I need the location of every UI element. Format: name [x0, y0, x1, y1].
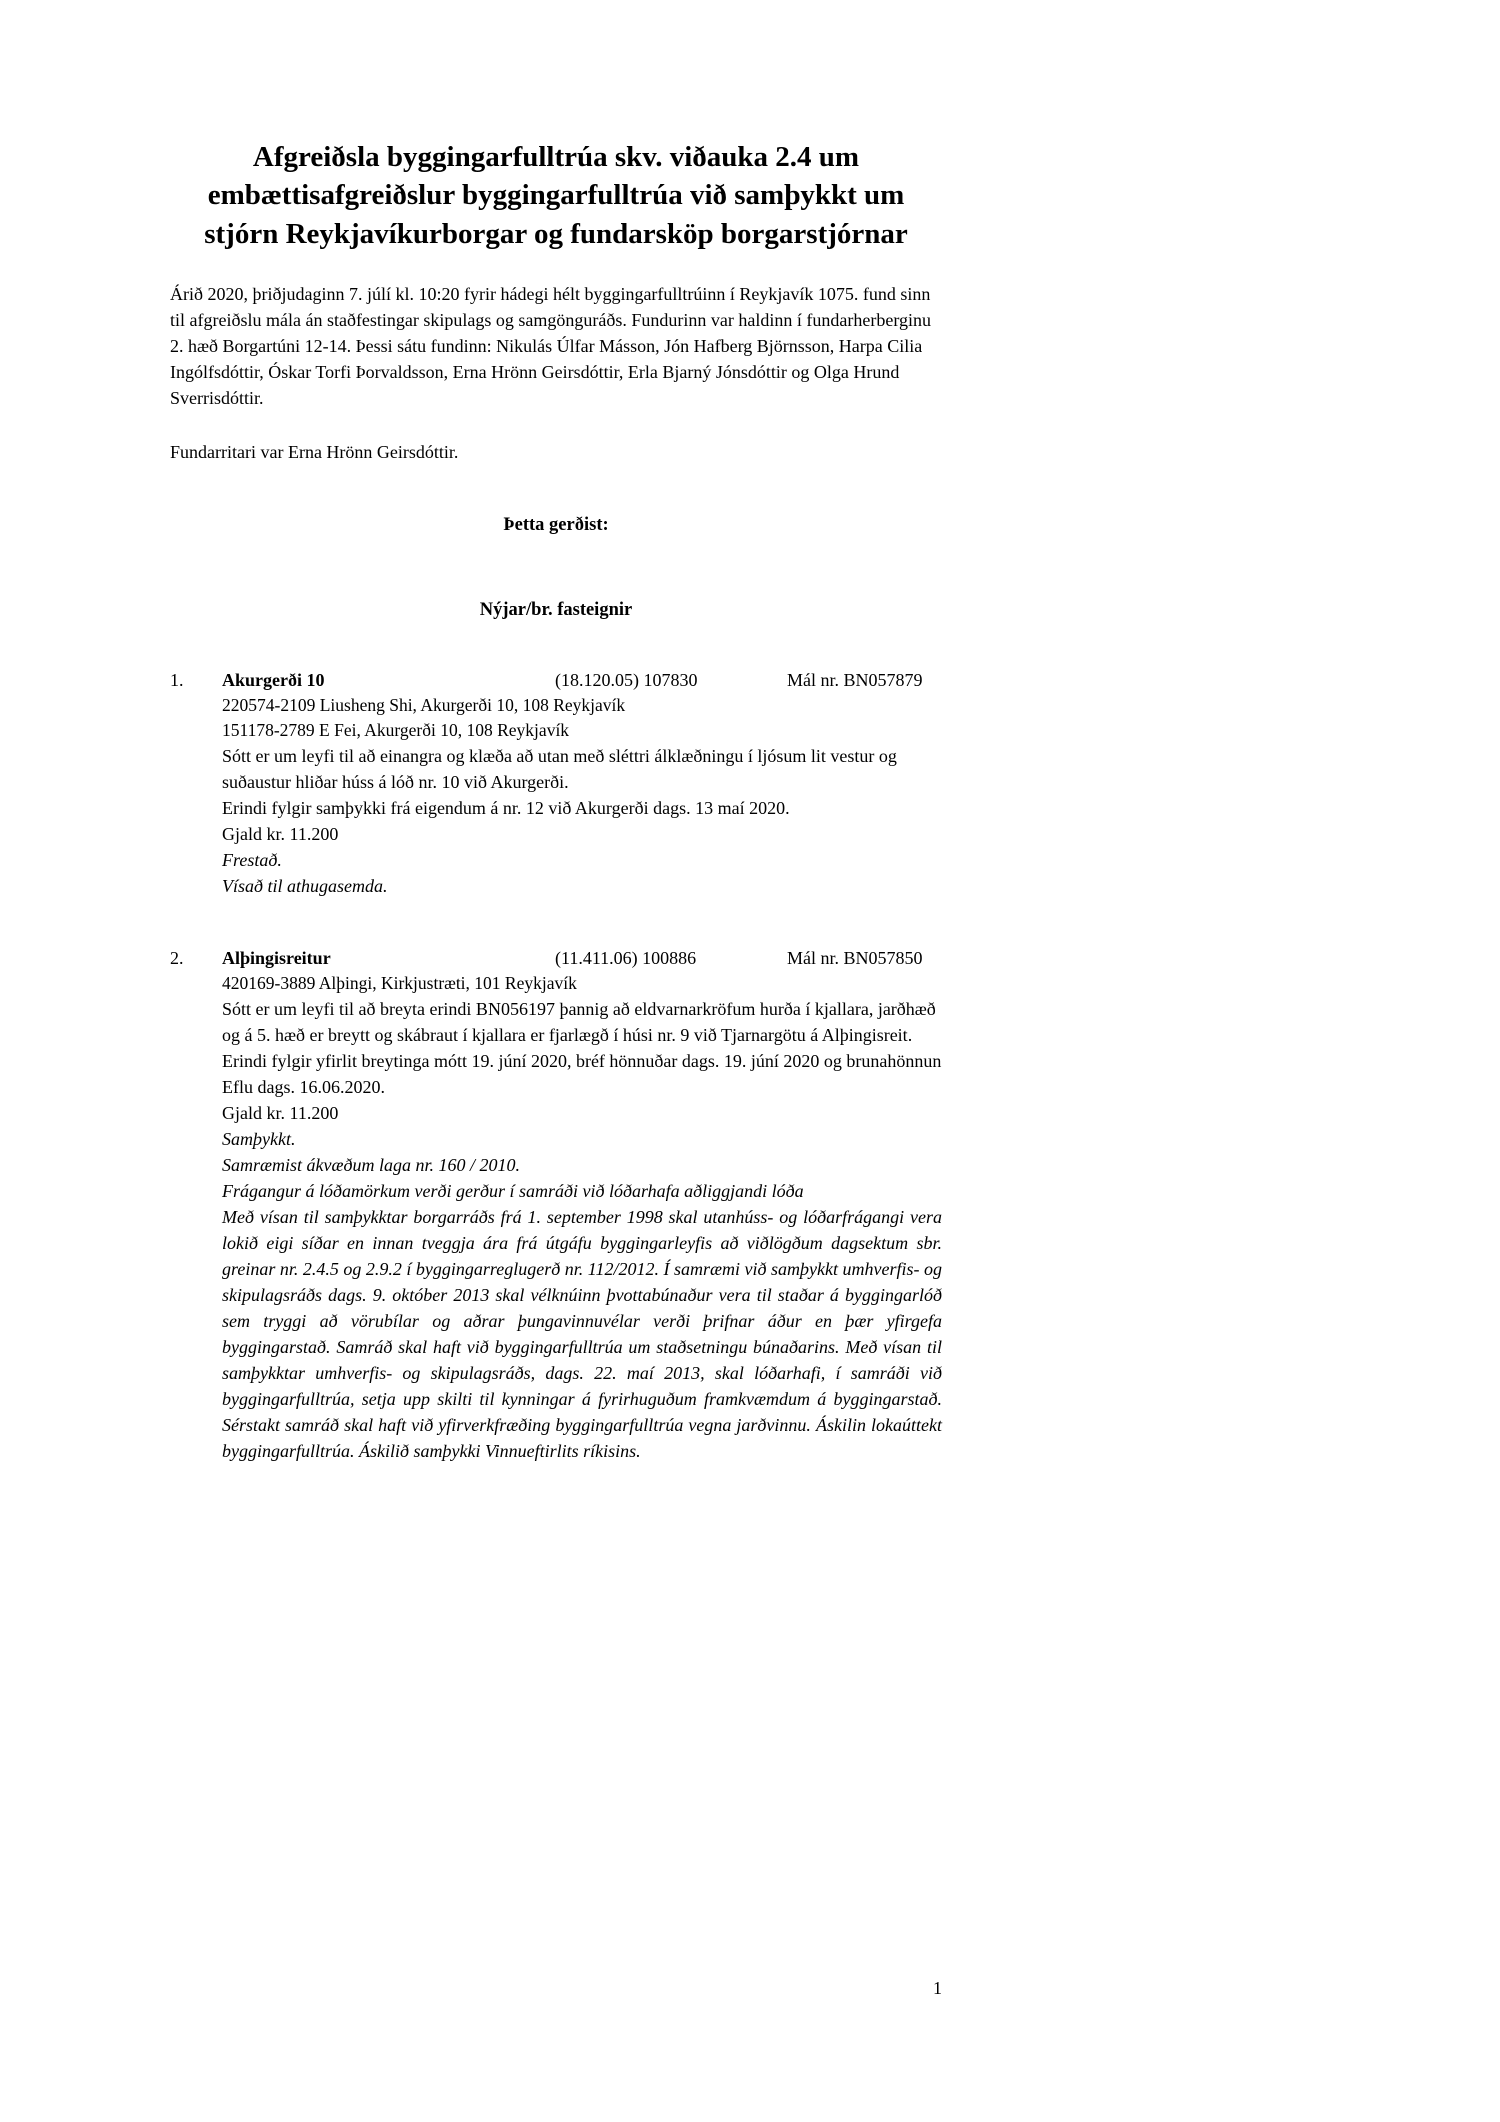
title-line: stjórn Reykjavíkurborgar og fundarsköp borgarstjórnar [204, 217, 908, 250]
case-reference: (18.120.05) 107830 [555, 669, 698, 690]
case-body-line: Sótt er um leyfi til að breyta erindi BN056197 þannig að eldvarnarkröfum hurða í kjallara, jarðhæð og á 5. hæð er breytt og skábraut í kjallara er fjarlægð í húsi nr. 9 við Tjarnargötu á Alþingisreit. [222, 998, 936, 1045]
case-number: 1. [170, 669, 184, 690]
title-line: embættisafgreiðslur byggingarfulltrúa við samþykkt um [207, 179, 905, 212]
document-content [170, 138, 942, 1464]
case-decision-line: Vísað til athugasemda. [222, 875, 388, 896]
recorder-line: Fundarritari var Erna Hrönn Geirsdóttir. [170, 441, 459, 462]
intro-paragraph: Árið 2020, þriðjudaginn 7. júlí kl. 10:20 fyrir hádegi hélt byggingarfulltrúinn í Reykjavík 1075. fund sinn til afgreiðslu mála án staðfestingar skipulags og samgönguráðs. Fundurinn var haldinn í fundarherberginu 2. hæð Borgartúni 12-14. Þessi sátu fundinn: Nikulás Úlfar Másson, Jón Hafberg Björnsson, Harpa Cilia Ingólfsdóttir, Óskar Torfi Þorvaldsson, Erna Hrönn Geirsdóttir, Erla Bjarný Jónsdóttir og Olga Hrund Sverrisdóttir. [170, 283, 932, 408]
document-title [170, 138, 942, 253]
case-terms-paragraph: Með vísan til samþykktar borgarráðs frá 1. september 1998 skal utanhúss- og lóðarfrágangi vera lokið eigi síðar en innan tveggja ára frá útgáfu byggingarleyfis að viðlögðum dagsektum sbr. greinar nr. 2.4.5 og 2.9.2 í byggingarreglugerð nr. 112/2012. Í samræmi við samþykkt umhverfis- og skipulagsráðs dags. 9. október 2013 skal vélknúinn þvottabúnaður vera til staðar á byggingarlóð sem tryggi að vörubílar og aðrar þungavinnuvélar verði þrifnar áður en þær yfirgefa byggingarstað. Samráð skal haft við byggingarfulltrúa um staðsetningu búnaðarins. Með vísan til samþykktar umhverfis- og skipulagsráðs, dags. 22. maí 2013, skal lóðarhafi, í samráði við byggingarfulltrúa, setja upp skilti til kynningar á fyrirhuguðum framkvæmdum á byggingarstað. Sérstakt samráð skal haft við yfirverkfræðing byggingarfulltrúa vegna jarðvinnu. Áskilin lokaúttekt byggingarfulltrúa. Áskilið samþykki Vinnueftirlits ríkisins. [222, 1206, 942, 1461]
case-decision-line: Samþykkt. [222, 1128, 296, 1149]
case-body-line: Sótt er um leyfi til að einangra og klæða að utan með sléttri álklæðningu í ljósum lit vestur og suðaustur hliðar húss á lóð nr. 10 við Akurgerði. [222, 745, 897, 792]
case-decision-line: Frestað. [222, 849, 282, 870]
case-party: 220574-2109 Liusheng Shi, Akurgerði 10, 108 Reykjavík [222, 694, 626, 715]
case-body [222, 971, 942, 1464]
happened-heading: Þetta gerðist: [503, 514, 609, 535]
case-body-line: Gjald kr. 11.200 [222, 823, 339, 844]
page-number: 1 [933, 1978, 942, 1998]
case-header [170, 945, 942, 971]
case-reference: (11.411.06) 100886 [555, 947, 697, 968]
title-line: Afgreiðsla byggingarfulltrúa skv. viðauka 2.4 um [252, 141, 860, 173]
case-name: Akurgerði 10 [222, 669, 325, 690]
case-decision-line: Samræmist ákvæðum laga nr. 160 / 2010. [222, 1154, 521, 1175]
case-body-line: Erindi fylgir samþykki frá eigendum á nr. 12 við Akurgerði dags. 13 maí 2020. [222, 797, 790, 818]
case-decision-line: Frágangur á lóðamörkum verði gerður í samráði við lóðarhafa aðliggjandi lóða [222, 1180, 804, 1201]
case-body [222, 693, 942, 899]
case-item [170, 667, 942, 899]
case-party: 420169-3889 Alþingi, Kirkjustræti, 101 Reykjavík [222, 972, 577, 993]
case-file-number: Mál nr. BN057850 [787, 947, 923, 968]
case-party: 151178-2789 E Fei, Akurgerði 10, 108 Reykjavík [222, 719, 570, 740]
case-item [170, 945, 942, 1464]
case-body-line: Gjald kr. 11.200 [222, 1102, 339, 1123]
case-body-line: Erindi fylgir yfirlit breytinga mótt 19. júní 2020, bréf hönnuðar dags. 19. júní 2020 og brunahönnun Eflu dags. 16.06.2020. [222, 1050, 942, 1097]
case-number: 2. [170, 947, 184, 968]
case-name: Alþingisreitur [222, 947, 331, 968]
case-file-number: Mál nr. BN057879 [787, 669, 923, 690]
case-header [170, 667, 942, 693]
section-heading: Nýjar/br. fasteignir [479, 599, 633, 620]
